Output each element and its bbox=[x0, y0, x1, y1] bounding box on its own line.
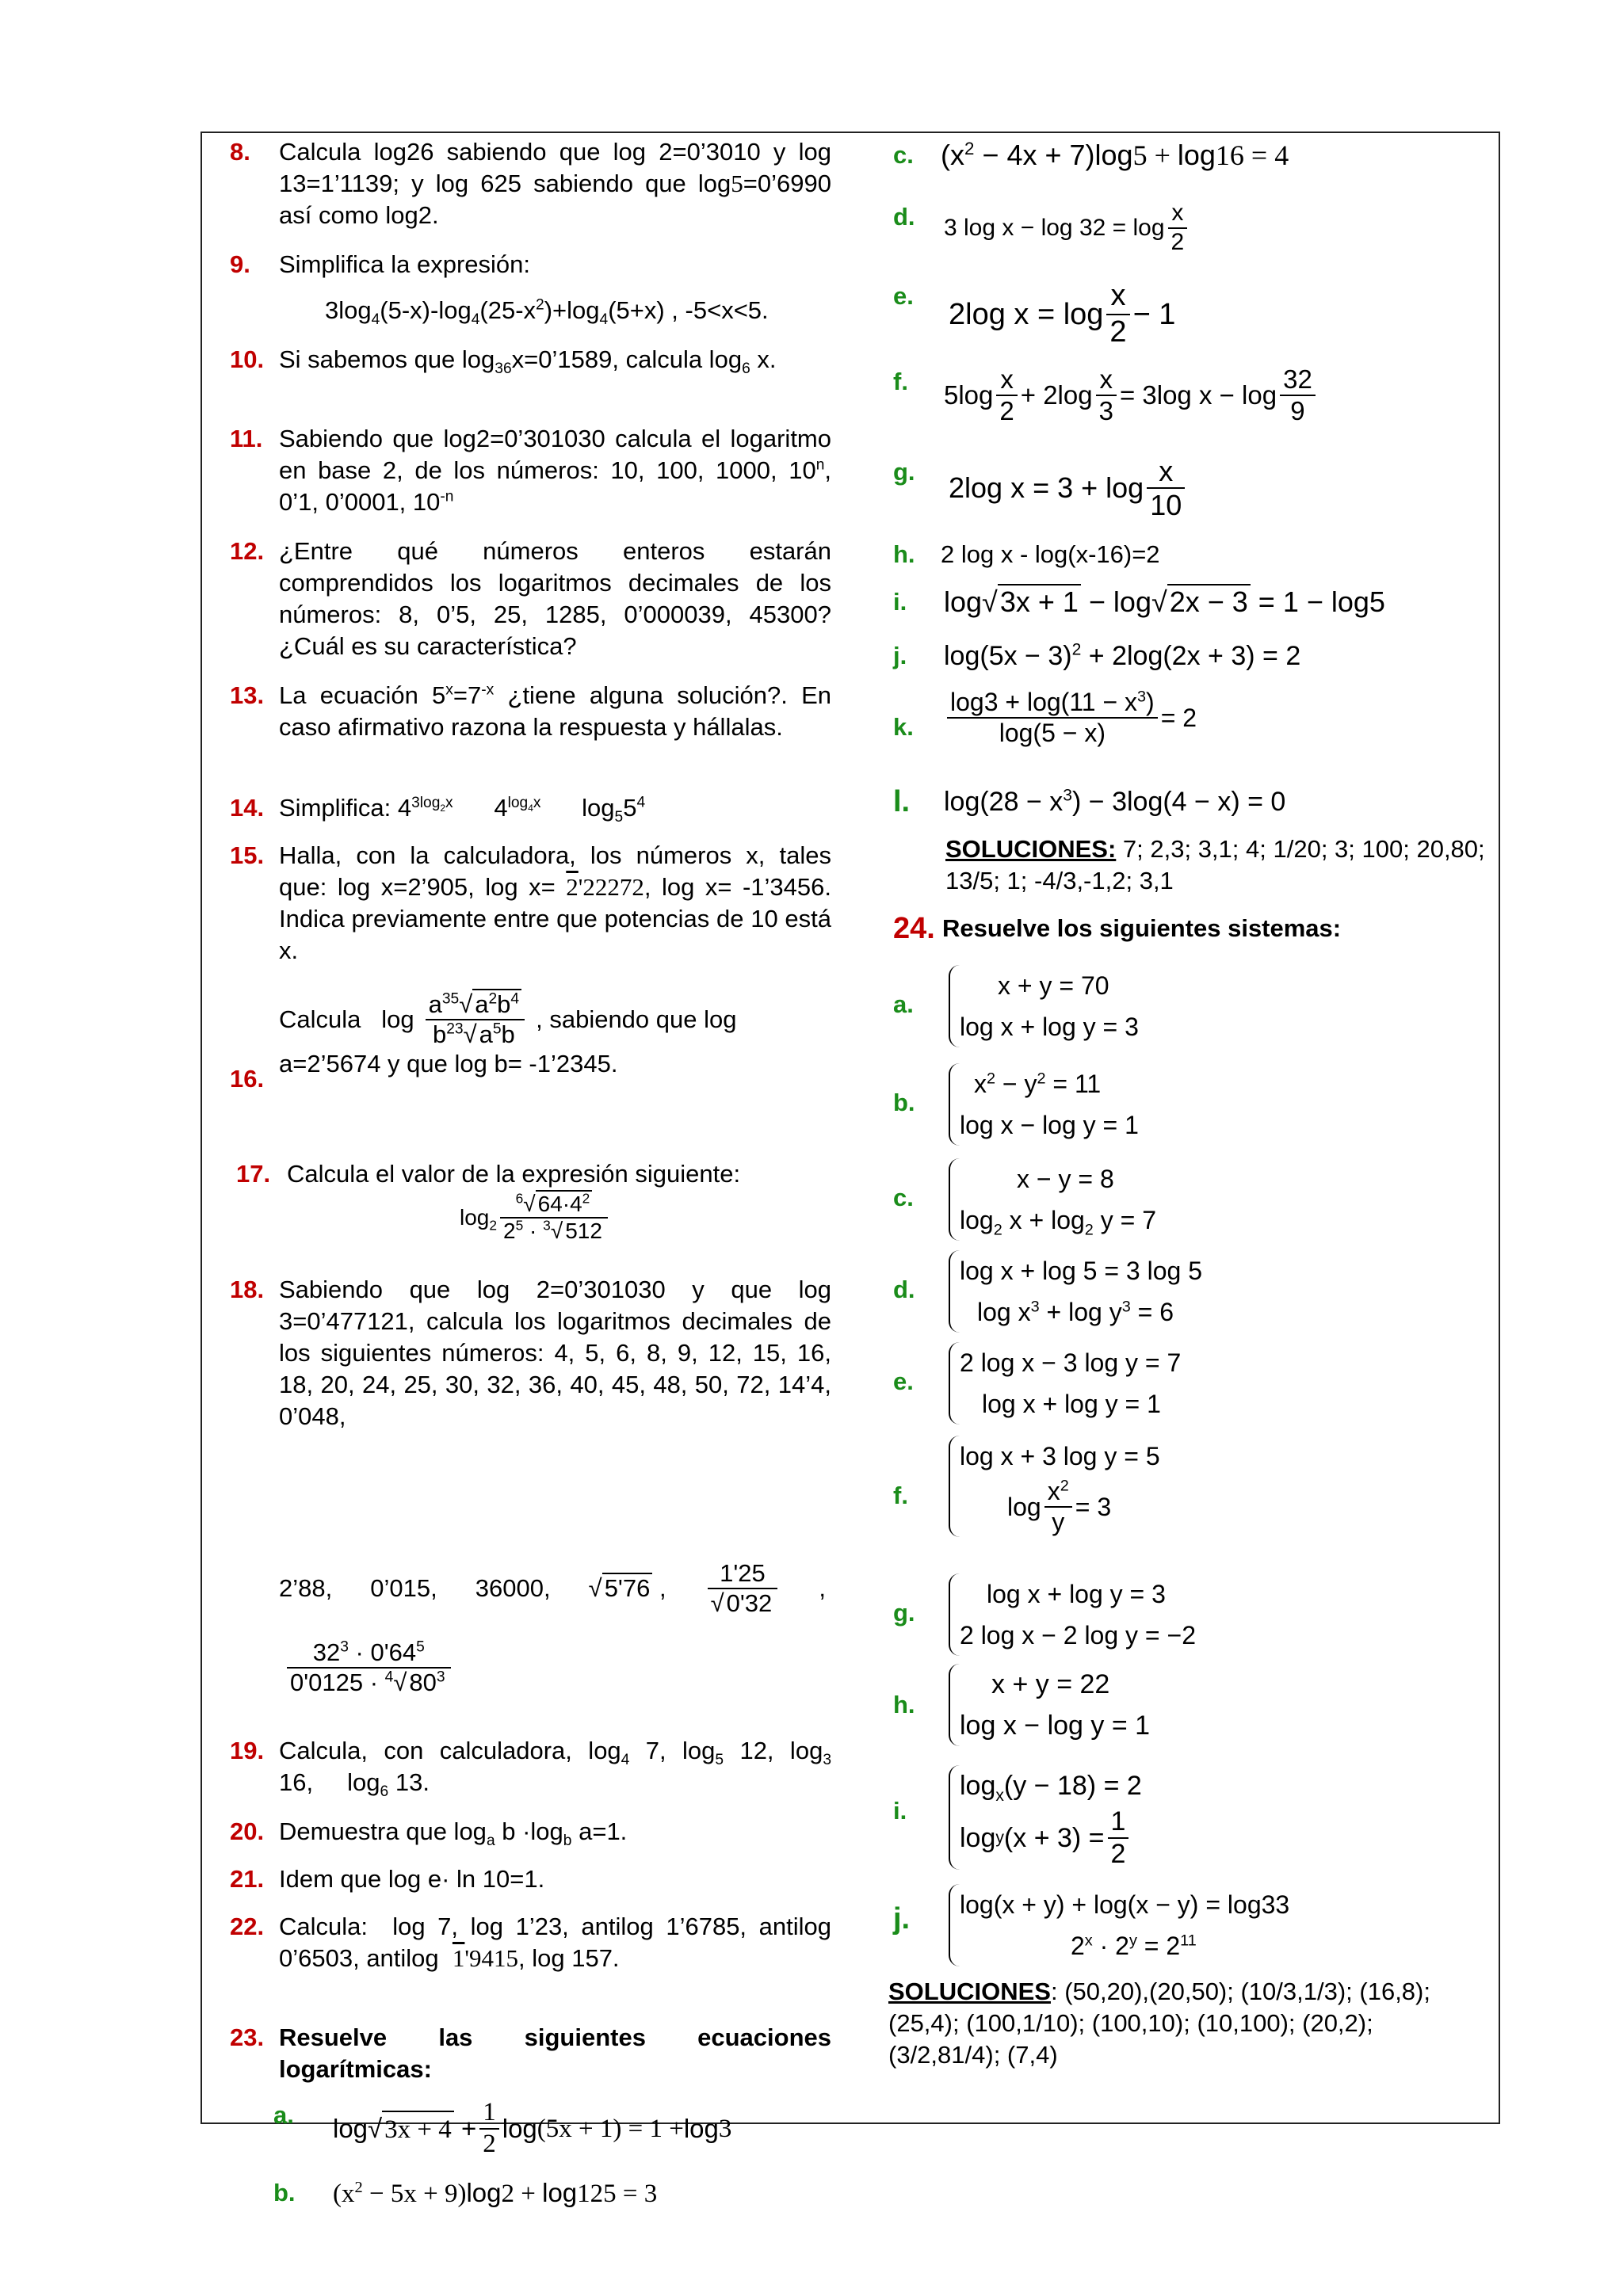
math-expression: $(x^2 - 4x + 7)\log 5 + \log 16 = 4$ bbox=[941, 139, 1289, 171]
math-expression: $3\log_4(5-x)-\log_4(25-x^2)+\log_4(5+x)$ , -5<x<5. bbox=[325, 296, 769, 329]
equation-system: $\log_x(y - 18) = 2$ log y (x + 3) = $\frac{1}{2}$ bbox=[949, 1765, 1142, 1870]
exercise-number: 16. bbox=[230, 1065, 265, 1093]
exercise-text: ¿Entre qué números enteros estarán comprendidos los logaritmos decimales de los números: 8, 0’5, 25, 1285, 0’000039, 45300? ¿Cuál es su característica? bbox=[279, 537, 831, 660]
exercise-number: 15. bbox=[230, 841, 265, 869]
item-label: g. bbox=[893, 1599, 915, 1627]
equation-system: log x + 3 log y = 5 log $\frac{x^2}{y}$ = 3 bbox=[949, 1436, 1160, 1537]
equation-system: log(x + y) + log(x − y) = log33 $2^x \cdot 2^y = 2^{11}$ bbox=[949, 1884, 1289, 1966]
math-expression: log√3x + 1 − log√2x − 3 = 1 − log5 bbox=[944, 585, 1385, 618]
math-expression: $\frac{\log 3 + \log(11 - x^3)}{\log(5 - x)}$ = 2 bbox=[944, 688, 1197, 748]
math-expression: 5log $\frac{x}{2}$ + 2log $\frac{x}{3}$ = 3log x − log $\frac{32}{9}$ bbox=[944, 364, 1319, 426]
exercise-18-numbers: 2’88, 0’015, 36000, √5'76 , $\frac{1'25}{√0'32}$ , bbox=[279, 1559, 826, 1617]
expression-9 bbox=[325, 295, 769, 329]
item-label: h. bbox=[893, 540, 915, 568]
exercise-text: Calcula log26 sabiendo que log 2=0’3010 y log 13=1’1139; y log 625 sabiendo que log5=0’6990 así como log2. bbox=[279, 138, 831, 229]
equation-system: x + y = 22 log x − log y = 1 bbox=[949, 1664, 1150, 1746]
item-label: c. bbox=[893, 1184, 914, 1211]
item-label: f. bbox=[893, 1482, 908, 1509]
item-label: e. bbox=[893, 1367, 914, 1395]
item-label: d. bbox=[893, 1276, 915, 1303]
exercise-text: Sabiendo que log 2=0’301030 y que log 3=0’477121, calcula los logaritmos decimales de los siguientes números: 4, 5, 6, 8, 9, 12, 15, 16, 18, 20, 24, 25, 30, 32, 36, 40, 45, 48, 50, 72, 14’4, 0’048, bbox=[279, 1276, 831, 1430]
solutions-text: 7; 2,3; 3,1; 4; 1/20; 3; 100; 20,80; 13/5; 1; -4/3,-1,2; 3,1 bbox=[945, 835, 1485, 894]
exercise-number: 21. bbox=[230, 1865, 265, 1893]
worksheet-frame bbox=[200, 132, 1500, 2208]
fraction: $\frac{a^{35}√a^2b^4}{b^{23}√a^5b}$ bbox=[426, 990, 525, 1048]
expression-18: $\frac{32^3 \cdot 0'64^5}{0'0125 \cdot ^4√80^3}$ bbox=[284, 1638, 454, 1696]
item-label: i. bbox=[893, 1797, 907, 1825]
item-label: a. bbox=[273, 2101, 294, 2129]
exercise-number: 22. bbox=[230, 1913, 265, 1940]
item-label: b. bbox=[893, 1089, 915, 1116]
equation-system: 2 log x − 3 log y = 7 log x + log y = 1 bbox=[949, 1342, 1181, 1425]
exercise-number: 19. bbox=[230, 1737, 265, 1764]
equation-system: log x + log 5 = 3 log 5 $\log x^3 + \log y^3 = 6$ bbox=[949, 1250, 1202, 1333]
exercise-number: 24. bbox=[893, 912, 935, 945]
exercise-text: Halla, con la calculadora, los números x, tales que: log x=2’905, log x= 2'22272, log x= -1’3456. Indica previamente entre que potencias de 10 está x. bbox=[279, 841, 832, 964]
exercise-number: 20. bbox=[230, 1817, 265, 1845]
expression-17: $\log_2$ $\frac{^6√ 64\cdot 4^2}{2^5 \cdot ^3√ 512}$ bbox=[460, 1192, 611, 1244]
exercise-number: 14. bbox=[230, 794, 265, 822]
equation-system: $x^2 - y^2 = 11$ log x − log y = 1 bbox=[949, 1063, 1139, 1146]
math-expression: $(x^2 - 5x + 9)\log 2 + \log 125 = 3$ bbox=[333, 2178, 658, 2208]
math-expression: $\log(28 - x^3) - 3\log(4 - x) = 0$ bbox=[944, 786, 1286, 817]
equation-system: log x + log y = 3 2 log x − 2 log y = −2 bbox=[949, 1573, 1196, 1656]
solutions-23 bbox=[945, 833, 1516, 897]
item-label: c. bbox=[893, 141, 914, 169]
exercise-text: Simplifica la expresión: bbox=[279, 250, 531, 278]
item-label: i. bbox=[893, 588, 907, 616]
equation-system: x − y = 8 $\log_2 x + \log_2 y = 7$ bbox=[949, 1158, 1156, 1241]
equation-system: x + y = 70 log x + log y = 3 bbox=[949, 965, 1139, 1047]
exercise-text: Resuelve las siguientes ecuaciones logarítmicas: bbox=[279, 2023, 831, 2083]
exercise-text: Calcula, con calculadora, $\log_4 7$, $\log_5 12$, $\log_3 16$, $\log_6 13$. bbox=[279, 1737, 831, 1801]
math-expression: log√ 3x + 4 + $\frac{1}{2}$ log (5x + 1) = 1 + log 3 bbox=[333, 2098, 732, 2158]
exercise-text: Calcula el valor de la expresión siguiente: bbox=[287, 1160, 741, 1188]
exercise-text: La ecuación $5^x=7^{-x}$ ¿tiene alguna solución?. En caso afirmativo razona la respuesta y hállalas. bbox=[279, 681, 831, 741]
exercise-number: 18. bbox=[230, 1276, 265, 1303]
exercise-text: Calcula log $\frac{a^{35}√a^2b^4}{b^{23}√a^5b}$ , sabiendo que log a=2’5674 y que log b= -1’2345. bbox=[279, 990, 737, 1078]
solutions-text: : (50,20),(20,50); (10/3,1/3); (16,8); (25,4); (100,1/10); (100,10); (10,100); (20,2); (3/2,81/4); (7,4) bbox=[888, 1978, 1430, 2069]
exercise-number: 10. bbox=[230, 345, 265, 373]
exercise-text: Simplifica: $4^{3log_2x}$ $4^{log_4x}$ $\log_55^4$ bbox=[279, 794, 646, 826]
exercise-number: 17. bbox=[236, 1160, 271, 1188]
exercise-text: Resuelve los siguientes sistemas: bbox=[942, 914, 1342, 942]
item-label: l. bbox=[893, 785, 911, 818]
math-expression: 2 log x - log(x-16)=2 bbox=[941, 540, 1160, 568]
exercise-number: 12. bbox=[230, 537, 265, 565]
math-expression: 2log x = log $\frac{x}{2}$ − 1 bbox=[949, 279, 1176, 349]
item-label: b. bbox=[273, 2179, 296, 2206]
item-label: f. bbox=[893, 368, 908, 395]
exercise-text: Demuestra que $\log_a b \cdot\log_b$ a=1. bbox=[279, 1817, 628, 1850]
exercise-number: 11. bbox=[230, 425, 263, 452]
exercise-text: Sabiendo que log2=0’301030 calcula el logaritmo en base 2, de los números: 10, 100, 1000, 10$^n$, 0’1, 0’0001, $10^{-n}$ bbox=[279, 425, 831, 516]
solutions-heading: SOLUCIONES: bbox=[945, 835, 1117, 863]
math-expression: 2log x = 3 + log $\frac{x}{10}$ bbox=[949, 455, 1188, 522]
math-expression: 3 log x − log 32 = log $\frac{x}{2}$ bbox=[944, 200, 1190, 256]
solutions-heading: SOLUCIONES bbox=[888, 1978, 1051, 2005]
exercise-number: 23. bbox=[230, 2023, 265, 2051]
item-label: a. bbox=[893, 990, 914, 1018]
exercise-text: Si sabemos que $\log_{36}x=0’1589$, calcula $\log_6 x$. bbox=[279, 345, 777, 378]
item-label: j. bbox=[893, 642, 907, 669]
exercise-text: Idem que log e· ln 10=1. bbox=[279, 1865, 545, 1893]
solutions-24 bbox=[888, 1976, 1491, 2071]
exercise-number: 8. bbox=[230, 138, 250, 166]
item-label: j. bbox=[893, 1902, 911, 1936]
exercise-number: 9. bbox=[230, 250, 250, 278]
math-expression: $\log(5x - 3)^2 + 2\log(2x + 3) = 2$ bbox=[944, 640, 1301, 671]
exercise-text: Calcula: log 7, log 1’23, antilog 1’6785, antilog 0’6503, antilog 1'9415, log 157. bbox=[279, 1913, 831, 1972]
item-label: k. bbox=[893, 713, 914, 741]
item-label: h. bbox=[893, 1691, 915, 1718]
exercise-number: 13. bbox=[230, 681, 265, 709]
item-label: d. bbox=[893, 203, 915, 231]
item-label: e. bbox=[893, 282, 914, 310]
item-label: g. bbox=[893, 458, 915, 486]
